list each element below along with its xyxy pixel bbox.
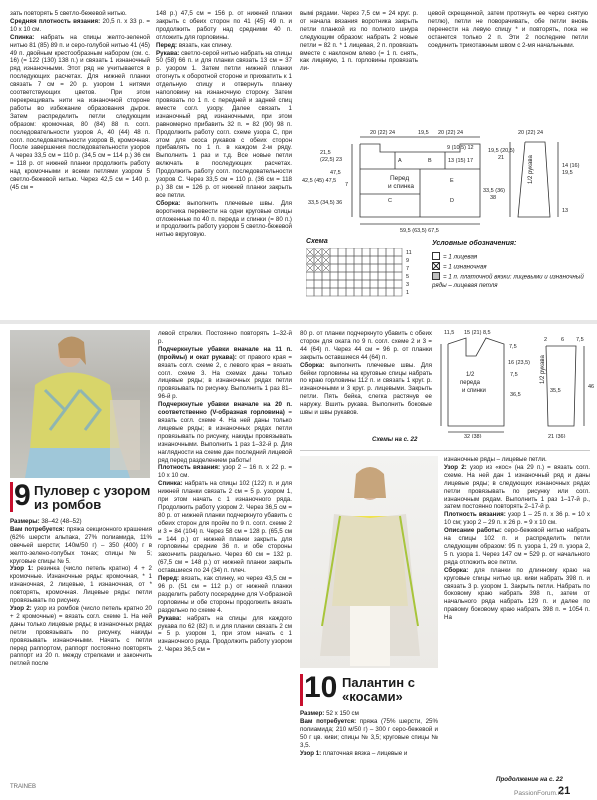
paragraph-key: Перед:: [156, 41, 178, 49]
paragraph: [444, 511, 590, 527]
scheme-cell: [386, 264, 394, 272]
paragraph: [158, 346, 292, 401]
scheme-cell: [338, 280, 346, 288]
paragraph-text: набрать на спицы желто-зеленой нитью 81 (85) 89 п. и серо-голубой нитью 41 (45) 49 п. двойным крестообразным набором (см. с. 16) (= 122 (130) 138 п.) и связать 1 изнаночный ряд изнаночными. Этот ряд не учитывается в последующих расчетах. Для нижней планки связать 7 см = 20 р. узором 1 нитями соответствующих цветов. При этом перекрещивать нити на изнаночной стороне работы во избежание образования дырок. Затем распределить петли следующим образом: кромочная, 80 (84) 88 п. согл. последовательности узоров А, 40 (44) 48 п. согл. последовательности узоров В, кромочная. После завершения последовательности узоров А через 33,5 см = 110 р. (34,5 см = 114 р.) 36 см = 118 р. от нижней планки продолжить работу над кромочными и всеми петлями узором 5 светло-бежевой нитью. Через 42,5 см = 140 р. (45 см =: [10, 33, 150, 191]
scheme-cell: [362, 248, 370, 256]
paragraph-text: выполнить плечевые швы. Для бейки горловины на круговые спицы набрать по краю горловины 112 п. и связать 1 круг. р. изнаночными и 3 круг. р. лицевыми. Закрыть петли. Пять бейка, слегка растянув ее наружу. Вшить рукава. Выполнить боковые швы и швы рукавов.: [300, 361, 432, 417]
paragraph: [444, 456, 590, 464]
scheme-cell: [338, 248, 346, 256]
svg-text:16 (23,5): 16 (23,5): [508, 360, 531, 366]
svg-text:33,5 (36): 33,5 (36): [483, 188, 506, 194]
paragraph-text: вязать, как спинку, но через 43,5 см = 96 р. (51 см = 112 р.) от нижней планки разделить работу посередине для V-образной горловины и обе стороны продолжить вязать раздельно по схеме 4.: [158, 575, 292, 614]
scheme-cell: [338, 288, 346, 296]
row-number: 3: [406, 282, 410, 288]
paragraph-text: 80 р. от планки подчеркнуто убавить с обеих сторон для оката по 9 п. согл. схеме 2 и 3 = 44 (64) п. Через 44 см = 96 р. от планки закрыть оставшиеся 44 (64) п.: [300, 330, 432, 361]
scheme-cell: [362, 288, 370, 296]
paragraph: [158, 615, 292, 655]
svg-text:19,5 (20,5): 19,5 (20,5): [488, 148, 515, 154]
paragraph-text: пряжа (75% шерсти, 25% полиамида; 210 м/50 г) – 300 г серо-бежевой и 50 г цв. киви; спицы № 3,5; круговые спицы № 3,5.: [300, 717, 438, 749]
svg-text:(22,5) 23: (22,5) 23: [320, 157, 343, 163]
label-front-back: Перед: [390, 175, 410, 182]
purl-mark: [323, 249, 329, 255]
scheme-cell: [378, 256, 386, 264]
scheme-cell: [346, 248, 354, 256]
svg-text:42,5 (45) 47,5: 42,5 (45) 47,5: [302, 178, 337, 184]
svg-text:9 (10,5) 12: 9 (10,5) 12: [447, 145, 474, 151]
paragraph: [300, 710, 438, 718]
scheme-cell: [354, 264, 362, 272]
text-column-9-1: [10, 518, 152, 774]
title-accent-bar: [10, 482, 13, 512]
paragraph-text: зать повторять 5 светло-бежевой нитью.: [10, 10, 127, 17]
purl-mark: [323, 265, 329, 271]
paragraph-key: Узор 2:: [10, 604, 32, 612]
svg-text:59,5 (63,5) 67,5: 59,5 (63,5) 67,5: [400, 228, 439, 234]
paragraph: [158, 480, 292, 575]
paragraph: [158, 575, 292, 615]
legend-item-knit: = 1 лицевая: [432, 253, 477, 261]
svg-text:33,5 (34,5) 36: 33,5 (34,5) 36: [308, 200, 343, 206]
purl-mark: [323, 257, 329, 263]
svg-text:переда: переда: [460, 380, 480, 386]
scheme-cell: [370, 288, 378, 296]
svg-text:7,5: 7,5: [510, 372, 518, 378]
scheme-cell: [370, 272, 378, 280]
paragraph-key: Описание работы:: [444, 527, 502, 535]
paragraph-key: Узор 2:: [444, 463, 467, 471]
item-number-10: 10: [304, 671, 338, 704]
purl-mark: [307, 257, 313, 263]
paragraph-text: серо-бежевой нитью набрать на спицы 102 п. и распределить петли следующим образом: 95 п. узора 1, 29 п. узора 2, 5 п. узора 1. Через 147 см = 529 р. от начального ряда отложить все петли.: [444, 527, 590, 566]
row-number: 5: [406, 274, 410, 280]
scheme-cell: [394, 280, 402, 288]
scheme-cell: [394, 248, 402, 256]
paragraph-text: узор 2 – 16 п. х 22 р. = 10 х 10 см.: [158, 464, 292, 480]
paragraph-key: Спинка:: [10, 33, 35, 41]
paragraph: [10, 526, 152, 566]
legend-item-garter: = 1 п. платочной вязки: лицевыми и изнаночный ряды – лицевая петля: [432, 273, 584, 289]
scheme-grid: [306, 248, 418, 300]
text-column-10-2: [444, 456, 590, 774]
svg-text:15 (21) 8,5: 15 (21) 8,5: [464, 330, 491, 336]
scheme-cell: [338, 272, 346, 280]
paragraph-text: светло-серой нитью набрать на спицы 50 (58) 66 п. и для планки связать 13 см = 37 р. узором 1. Затем петли нижней планки отогнуть к оборотной стороне и прихватить к 1 отдельную спицу и отвернуть планку наполовину на изнаночную сторону. Затем провязать по 1 п. с передней и задней спиц вместе согл. узору. Далее связать 1 изнаночный ряд изнаночными, при этом равномерно прибавить 32 п. = 82 (90) 98 п. Продолжить работу согл. схеме узора С, при этом для скоса рукавов с обеих сторон прибавлять по 1 п. в каждом 2-м ряду. Выполнить 1 раз и т.д. Все новые петли включать в последующих расчетах. Продолжить работу согл. последовательности узоров С. Через 33,5 см = 110 р. (36 см = 118 р.) 38 см = 126 р. от нижней планки закрыть все петли.: [156, 49, 292, 199]
continued-note: Продолжение на с. 22: [496, 776, 563, 783]
item-title-pullover: Пуловер с узором из ромбов: [34, 483, 151, 512]
paragraph-key: Узор 1:: [300, 749, 322, 757]
legend-item-purl: = 1 изнаночная: [432, 263, 487, 271]
scheme-cell: [362, 256, 370, 264]
svg-text:21: 21: [498, 155, 505, 161]
scheme-cell: [346, 264, 354, 272]
svg-text:A: A: [398, 158, 402, 164]
scheme-cell: [378, 288, 386, 296]
paragraph-text: набрать на спицы для каждого рукава по 62 (82) п. и для планки связать 2 см = 5 р. узором 1, при этом начать с 1 изнаночного ряда. Продолжить работу узором 2. Через 36,5 см =: [158, 614, 292, 654]
paragraph: [158, 464, 292, 480]
paragraph-key: Размеры:: [10, 518, 40, 525]
svg-text:7: 7: [345, 182, 349, 188]
label-sleeve: 1/2 рукава: [528, 155, 534, 184]
pattern-diagram-pullover: [436, 326, 594, 438]
pattern-diagram-front-back: [300, 122, 590, 237]
paragraph-text: изнаночные ряды – лицевые петли.: [444, 456, 547, 463]
scheme-cell: [314, 272, 322, 280]
scheme-cell: [330, 248, 338, 256]
purl-mark: [315, 249, 321, 255]
paragraph-key: Сборка:: [300, 361, 325, 369]
paragraph: [300, 330, 432, 362]
paragraph-text: платочная вязка – лицевые и: [321, 749, 408, 757]
paragraph-key: Перед:: [158, 575, 180, 583]
svg-text:C: C: [388, 198, 392, 204]
svg-text:и спинка: и спинка: [388, 183, 415, 190]
paragraph-key: Плотность вязания:: [444, 511, 506, 519]
paragraph-key: Сборка:: [444, 566, 469, 574]
svg-text:36,5: 36,5: [510, 392, 521, 398]
paragraph-key: Рукава:: [156, 49, 180, 57]
paragraph-text: узор из «кос» (на 29 п.) = вязать согл. схеме. На ней дан 1 изнаночный ряд и даны лицевые ряды; в следующих изнаночных рядах петли провязывать по рисунку или согл. изнаночным рядам. Выполнить 1 раз 1–17-й р., затем постоянно повторять 2–17-й р.: [444, 463, 590, 511]
item-number-9: 9: [14, 479, 31, 512]
scheme-cell: [394, 264, 402, 272]
paragraph: [158, 401, 292, 464]
section-divider-2: [300, 450, 590, 451]
paragraph-key: Сборка:: [156, 199, 181, 207]
paragraph-text: = вязать согл. схеме 4. На ней даны только лицевые ряды; в изнаночных рядах петли провязывать по рисунку, накиды провязывать изнаночными. Выполнить 1 раз 1–32-й р. Для наглядности на схеме дан последний лицевой ряд перед разделением работы!: [158, 409, 292, 464]
paragraph: [444, 567, 590, 622]
paragraph-key: Узор 1:: [10, 565, 34, 573]
svg-text:21,5: 21,5: [320, 150, 331, 156]
paragraph-text: пряжа секционного крашения (62% шерсти альпака, 27% полиамида, 11% овечьей шерсти; 140м/50 г) – 350 (400) г в желто-зелено-голубых тонах; спицы № 5; круговые спицы № 5.: [10, 525, 152, 565]
svg-text:7,5: 7,5: [509, 344, 517, 350]
scheme-cell: [322, 280, 330, 288]
paragraph-text: 52 х 150 см: [324, 710, 359, 717]
scheme-cell: [378, 272, 386, 280]
purl-mark: [307, 249, 313, 255]
scheme-cell: [354, 272, 362, 280]
row-number: 1: [406, 290, 410, 296]
paragraph: [10, 565, 152, 605]
text-column-9-2: [158, 330, 292, 770]
scheme-cell: [394, 256, 402, 264]
scheme-cell: [330, 264, 338, 272]
scheme-cell: [330, 256, 338, 264]
scheme-cell: [346, 280, 354, 288]
paragraph-key: Рукава:: [158, 614, 182, 622]
purl-mark: [307, 265, 313, 271]
schemes-note: Схемы на с. 22: [372, 436, 418, 443]
scheme-cell: [330, 272, 338, 280]
paragraph-text: выполнить плечевые швы. Для воротника перевести на одни круговые спицы отложенные по 40 п. переда и спинки (= 80 п.) и продолжить работу узором 5 светло-бежевой нитью вкруговую.: [156, 199, 292, 239]
paragraph-text: левой стрелки. Постоянно повторять 1–32-й р.: [158, 330, 292, 345]
item-title-palatine: Палантин с «косами»: [342, 675, 415, 704]
legend-title: Условные обозначения:: [432, 240, 517, 247]
text-column-top-2: [156, 10, 292, 310]
paragraph: [300, 10, 418, 73]
scheme-cell: [370, 264, 378, 272]
paragraph: [10, 605, 152, 668]
title-accent-bar-10: [300, 674, 303, 706]
scheme-cell: [306, 288, 314, 296]
paragraph-key: Подчеркнутые убавки вначале на 20 п. соответственно (V-образная горловина): [158, 401, 292, 417]
scheme-cell: [378, 264, 386, 272]
accent-bar: [0, 320, 597, 324]
scheme-cell: [354, 248, 362, 256]
scheme-cell: [378, 280, 386, 288]
paragraph: [10, 518, 152, 526]
paragraph: [156, 50, 292, 200]
paragraph: [156, 10, 292, 42]
paragraph-key: Размер:: [300, 710, 325, 717]
paragraph-text: резинка (число петель кратно) 4 + 2 кромочные. Изнаночные ряды: кромочная, * 1 изнаночная, 2 лицевые, 1 изнаночная, от * повторять, кромочная. Лицевые ряды: петли провязывать по рисунку.: [10, 565, 152, 605]
scheme-cell: [346, 288, 354, 296]
paragraph-key: Спинка:: [158, 480, 183, 488]
text-column-top-3: [300, 10, 418, 120]
knit-symbol-icon: [432, 252, 440, 260]
row-number: 11: [406, 250, 412, 256]
purl-mark: [315, 265, 321, 271]
row-number: 7: [406, 266, 410, 272]
paragraph: [444, 464, 590, 511]
paragraph-key: Вам потребуется:: [10, 525, 65, 533]
paragraph-key: Подчеркнутые убавки вначале на 11 п. (проймы) и окат рукава):: [158, 345, 292, 361]
paragraph: [444, 527, 590, 567]
paragraph: [428, 10, 588, 50]
scheme-cell: [306, 272, 314, 280]
scheme-cell: [306, 280, 314, 288]
scheme-title: Схема: [306, 238, 328, 245]
scheme-cell: [314, 288, 322, 296]
row-number: 9: [406, 258, 410, 264]
svg-text:20 (22) 24: 20 (22) 24: [518, 130, 544, 136]
site-watermark: PassionForum.ru: [514, 790, 564, 797]
scheme-cell: [386, 280, 394, 288]
paragraph-text: набрать на спицы 102 (122) п. и для нижней планки связать 2 см = 5 р. узором 1, при этом начать с 1 изнаночного ряда. Продолжить работу узором 2. Через 36,5 см = 80 р. от нижней планки подчеркнуто убавить с обеих сторон для пройм по 9 п. согл. схеме 2 и 3 = 84 (104) п. Через 58 см = 128 р. (65,5 см = 144 р.) от нижней планки закрыть для горловины средние 36 п. и обе стороны закончить раздельно. Через 60 см = 132 р. (67,5 см = 148 р.) от нижней планки закрыть оставшиеся по 24 (34) п. плеч.: [158, 480, 292, 575]
garter-symbol-icon: [432, 272, 440, 280]
scheme-cell: [338, 264, 346, 272]
text-column-top-4: [428, 10, 588, 120]
purl-symbol-icon: [432, 262, 440, 270]
photo-pullover: [10, 330, 150, 478]
svg-text:13: 13: [562, 208, 569, 214]
scheme-cell: [370, 256, 378, 264]
svg-text:B: B: [428, 158, 432, 164]
svg-text:32 (38): 32 (38): [464, 434, 482, 438]
paragraph-text: вымi рядами. Через 7,5 см = 24 круг. р. от начала вязания воротника закрыть петли планкой из по полного шнура следующим образом: набрать 2 новые петли = 82 п. * 1 лицевая, 2 п. провязать вместе с наклоном влево (= 1 п. снять, как лицевую, 1 п. горловины провязать ли-: [300, 10, 418, 73]
svg-text:E: E: [450, 178, 454, 184]
footer-brand: TRAINEB: [10, 784, 37, 790]
scheme-cell: [354, 280, 362, 288]
scheme-cell: [346, 256, 354, 264]
paragraph: [10, 10, 150, 18]
svg-text:21 (36): 21 (36): [548, 434, 566, 438]
paragraph: [300, 750, 438, 758]
paragraph: [156, 200, 292, 240]
paragraph-key: Средняя плотность вязания:: [10, 17, 101, 25]
paragraph: [10, 18, 150, 34]
purl-mark: [315, 257, 321, 263]
paragraph-text: узор 1 – 25 п. х 36 р. = 10 х 10 см; узор 2 – 29 п. х 26 р. = 9 х 10 см.: [444, 511, 590, 527]
paragraph-text: цевой скрещенной, затем протянуть ее через снятую петлю), петли не поворачивать, обе петли вновь перенести на левую спицу * и повторять, пока не останется только 2 п. Эти 2 последние петли соединить трикотажным швом с 2-мя начальными.: [428, 10, 588, 49]
scheme-cell: [362, 264, 370, 272]
svg-text:20 (22) 24: 20 (22) 24: [370, 130, 396, 136]
scheme-cell: [354, 288, 362, 296]
scheme-cell: [330, 288, 338, 296]
scheme-cell: [386, 256, 394, 264]
svg-text:46: 46: [588, 384, 594, 390]
text-column-9-3: [300, 330, 432, 430]
scheme-cell: [322, 288, 330, 296]
scheme-cell: [378, 248, 386, 256]
paragraph: [158, 330, 292, 346]
svg-text:38: 38: [490, 195, 497, 201]
paragraph: [300, 362, 432, 417]
paragraph-text: 20,5 п. х 33 р. = 10 х 10 см.: [10, 17, 150, 33]
scheme-cell: [370, 248, 378, 256]
svg-text:35,5: 35,5: [550, 388, 561, 394]
svg-text:2: 2: [544, 337, 548, 343]
svg-text:20 (22) 24: 20 (22) 24: [438, 130, 464, 136]
paragraph-text: от правого края = вязать согл. схеме 2, с левого края = вязать согл. схеме 3. На схемах даны только лицевые ряды; в изнаночных рядах петли провязывать по рисунку. Выполнить 1 раз 81–96-й р.: [158, 353, 292, 401]
svg-text:19,5: 19,5: [418, 130, 429, 136]
svg-text:1/2 рукава: 1/2 рукава: [540, 355, 546, 384]
svg-text:D: D: [450, 198, 454, 204]
text-column-10-1: [300, 710, 438, 776]
paragraph-text: 38–42 (48–52): [39, 518, 82, 525]
paragraph: [156, 42, 292, 50]
svg-text:14 (16): 14 (16): [562, 163, 580, 169]
photo-palatine: [300, 456, 438, 668]
scheme-cell: [362, 280, 370, 288]
scheme-cell: [338, 256, 346, 264]
svg-text:11,5: 11,5: [444, 330, 455, 336]
paragraph-text: для планки по длинному краю на круговые спицы нитью цв. киви набрать 398 п. и связать 3 р. узором 1. Закрыть петли. Набрать по боковому краю набрать 398 п., затем от начального ряда набрать 129 п. и далее по правому боковому краю набрать 398 п. = 1054 п. На: [444, 566, 590, 622]
scheme-cell: [394, 288, 402, 296]
svg-text:13 (15) 17: 13 (15) 17: [448, 158, 474, 164]
svg-text:19,5: 19,5: [562, 170, 573, 176]
svg-text:47,5: 47,5: [330, 170, 341, 176]
paragraph-key: Вам потребуется:: [300, 717, 357, 725]
scheme-cell: [322, 272, 330, 280]
paragraph: [300, 718, 438, 750]
scheme-cell: [314, 280, 322, 288]
paragraph-text: 148 р.) 47,5 см = 156 р. от нижней планки закрыть с обеих сторон по 41 (45) 49 п. и продолжить работу над средними 40 п. отложить для горловины.: [156, 10, 292, 41]
paragraph: [10, 34, 150, 192]
paragraph-text: вязать, как спинку.: [177, 41, 233, 49]
scheme-cell: [386, 248, 394, 256]
scheme-cell: [354, 256, 362, 264]
scheme-cell: [386, 288, 394, 296]
scheme-cell: [386, 272, 394, 280]
scheme-cell: [346, 272, 354, 280]
svg-text:6: 6: [561, 337, 565, 343]
text-column-top-1: [10, 10, 150, 310]
scheme-cell: [370, 280, 378, 288]
page-number: 21: [558, 785, 571, 797]
svg-text:7,5: 7,5: [576, 337, 584, 343]
paragraph-key: Плотность вязания:: [158, 464, 221, 472]
paragraph-text: узор из ромбов (число петель кратно 20 + 2 кромочные) = вязать согл. схеме 1. На ней даны только лицевые ряды; в изнаночных рядах петли провязывать по рисунку, накиды провязывать изнаночными. Начать с петли перед раппортом, раппорт постоянно повторять раппорт из 20 п. между стрелками и закончить петлей после: [10, 604, 152, 668]
svg-text:1/2: 1/2: [466, 372, 475, 378]
scheme-cell: [394, 272, 402, 280]
scheme-cell: [362, 272, 370, 280]
scheme-cell: [330, 280, 338, 288]
svg-text:и спинки: и спинки: [462, 388, 486, 394]
